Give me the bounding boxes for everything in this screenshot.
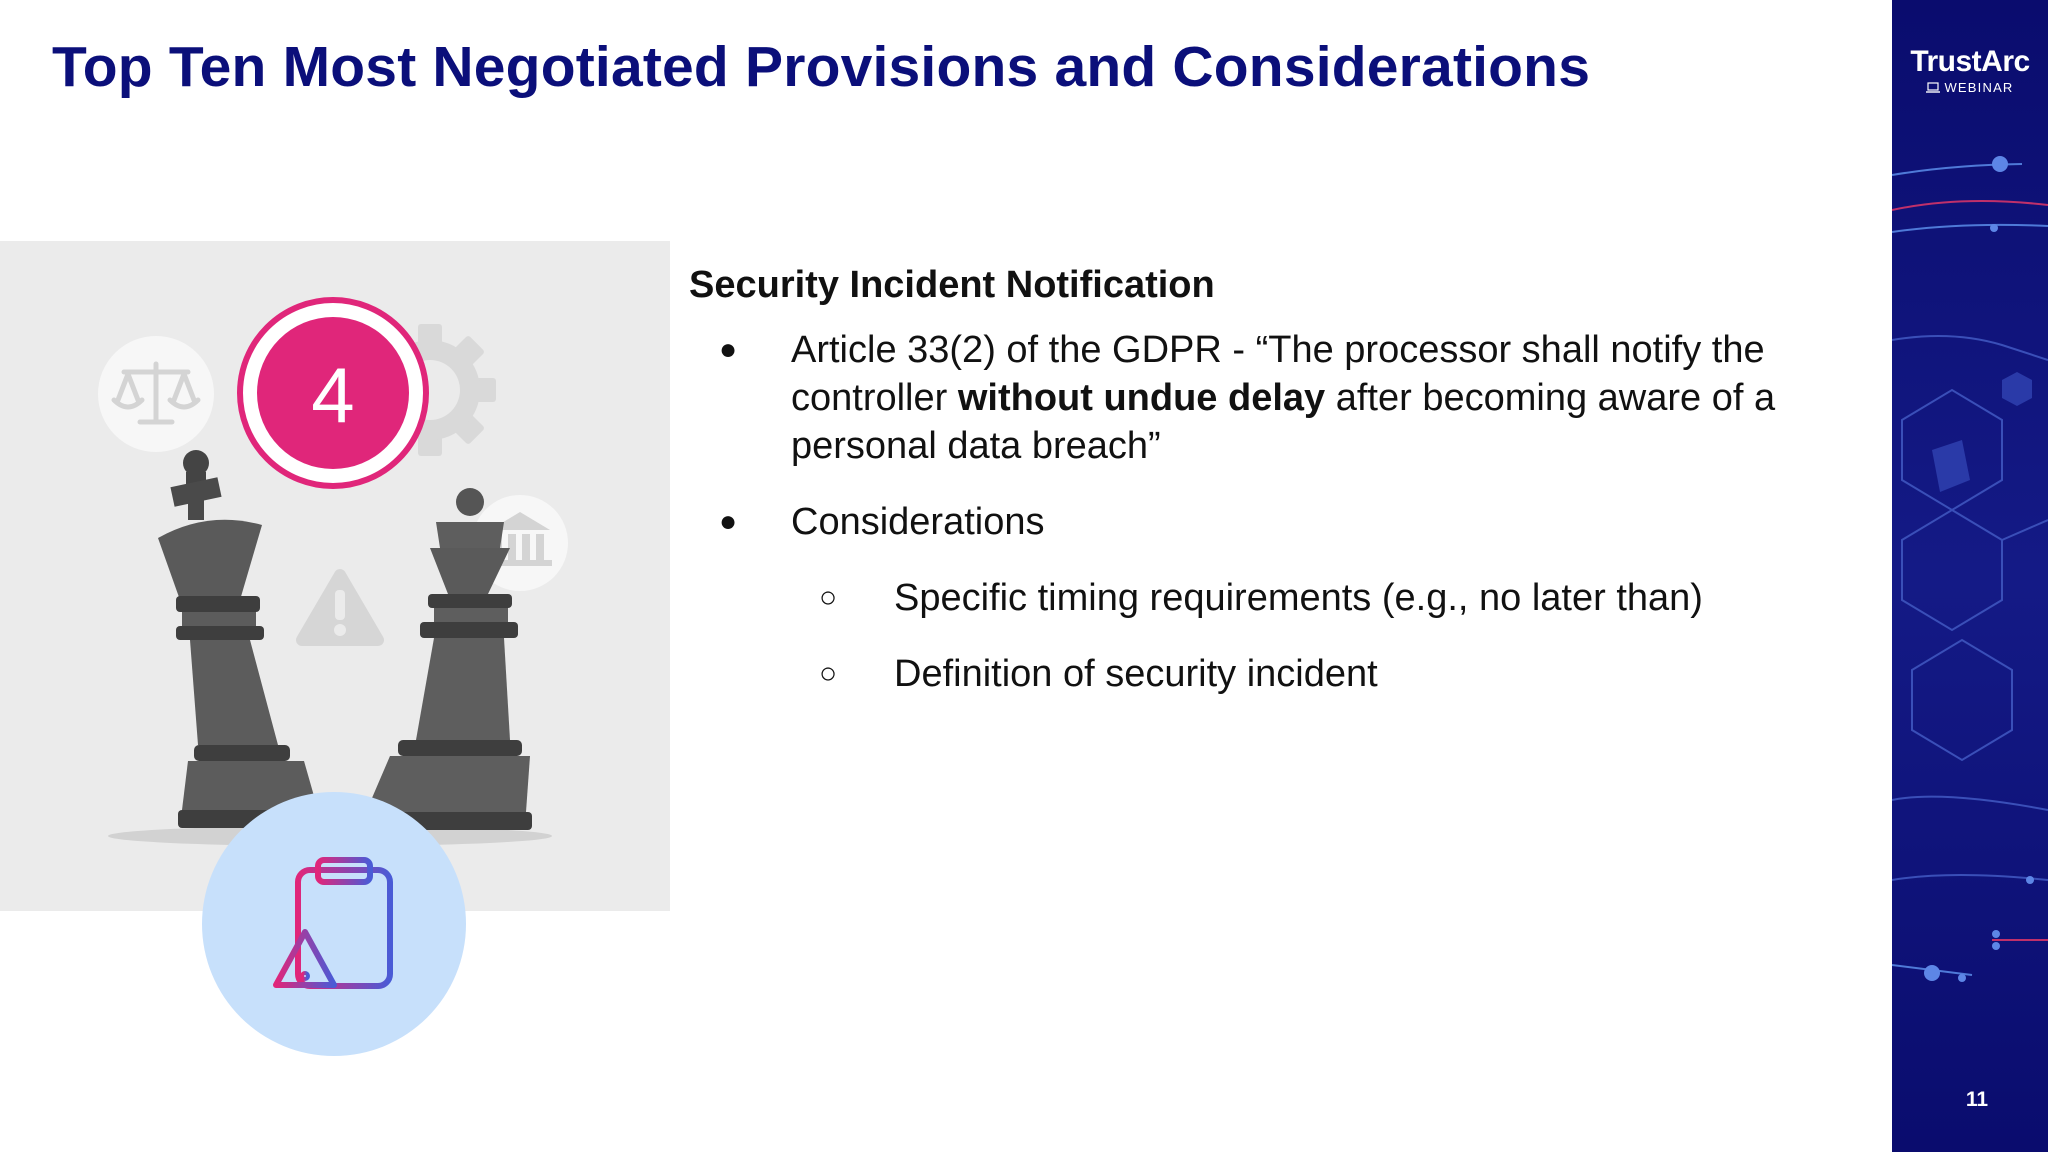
clipboard-warning-icon <box>202 792 466 1056</box>
sub-bullet-item <box>689 574 1869 622</box>
sub-bullet-marker: ○ <box>819 581 838 614</box>
bullet-text: Article 33(2) of the GDPR - “The processor shall notify the controller <box>791 329 1765 419</box>
bullet-text: Considerations <box>791 501 1045 543</box>
scales-of-justice-icon <box>98 336 214 452</box>
badge-number: 4 <box>311 351 355 439</box>
sub-bullet-text: Specific timing requirements (e.g., no later than) <box>894 577 1703 619</box>
logo-subtitle <box>1892 80 2048 95</box>
network-decoration <box>1892 0 2048 1152</box>
warning-icon <box>302 575 378 640</box>
sub-bullet-marker: ○ <box>819 657 838 690</box>
section-heading: Security Incident Notification <box>689 264 1215 306</box>
sub-bullet-text: Definition of security incident <box>894 653 1378 695</box>
bullet-text-end: after becoming aware of a personal data breach” <box>791 377 1776 467</box>
trustarc-logo <box>1892 46 2048 95</box>
slide-title: Top Ten Most Negotiated Provisions and Considerations <box>52 35 1591 99</box>
content-body <box>689 258 1869 726</box>
bullet-bold-text: without undue delay <box>957 377 1326 419</box>
laptop-icon <box>1926 82 1940 94</box>
page-number: 11 <box>1965 1088 1989 1111</box>
brand-sidebar <box>1892 0 2048 1152</box>
bullet-item <box>689 498 1869 546</box>
bullet-item <box>689 326 1869 470</box>
chess-illustration <box>0 0 700 1100</box>
number-badge <box>240 300 426 486</box>
bullet-marker: ● <box>719 505 738 538</box>
sub-bullet-item <box>689 650 1869 698</box>
logo-wordmark: TrustArc <box>1910 45 2030 78</box>
logo-subtitle-text: WEBINAR <box>1944 80 2014 95</box>
bullet-marker: ● <box>719 333 738 366</box>
